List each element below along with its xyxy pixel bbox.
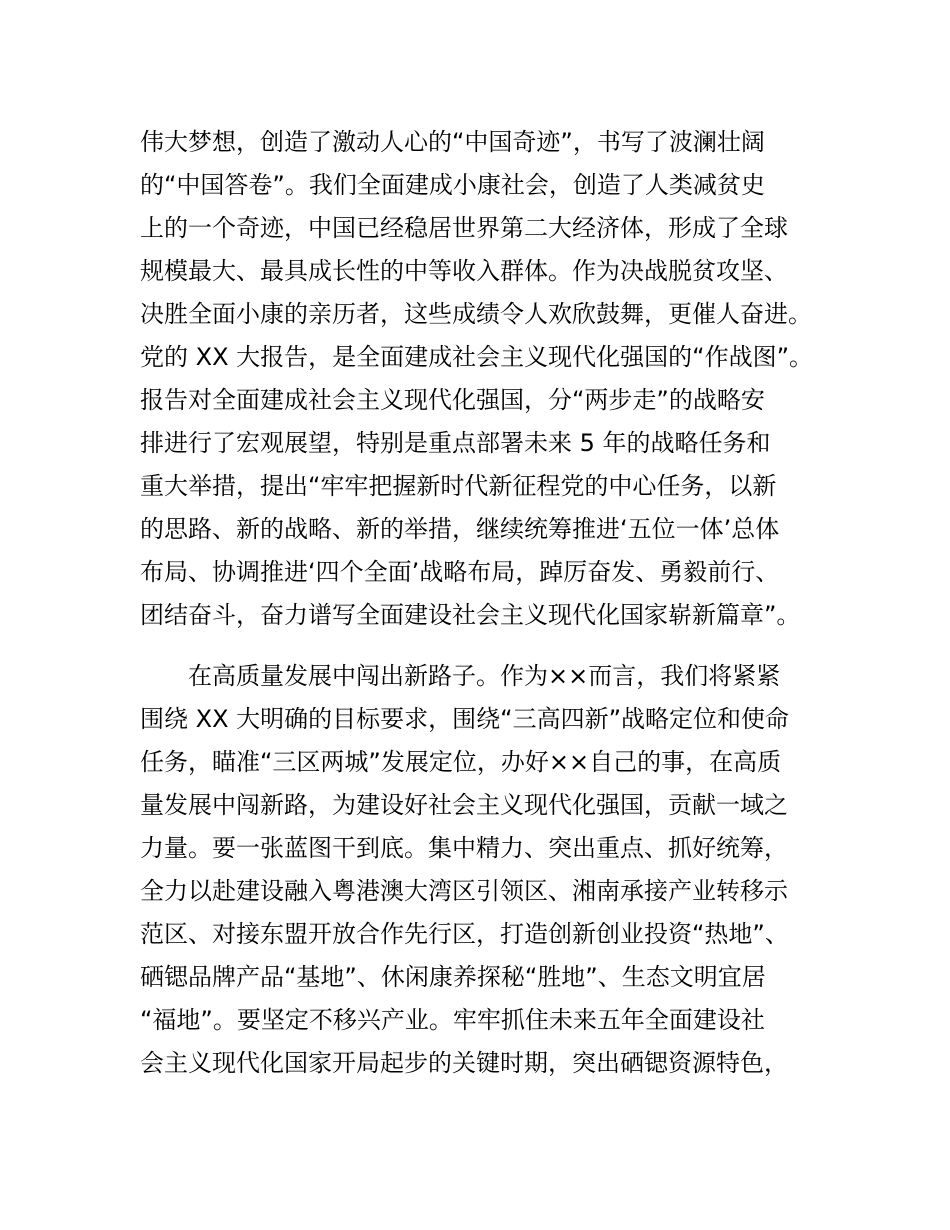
paragraph-1-line-7: 报告对全面建成社会主义现代化强国，分“两步走”的战略安 <box>140 386 765 414</box>
paragraph-2-line-5: 力量。要一张蓝图干到底。集中精力、突出重点、抓好统筹， <box>140 834 788 862</box>
paragraph-1-line-11: 布局、协调推进‘四个全面’战略布局，踔厉奋发、勇毅前行、 <box>140 558 780 586</box>
paragraph-1-line-5: 决胜全面小康的亲历者，这些成绩令人欢欣鼓舞，更催人奋进。 <box>140 300 812 328</box>
paragraph-1-line-1: 伟大梦想，创造了激动人心的“中国奇迹”，书写了波澜壮阔 <box>140 128 765 156</box>
paragraph-1-line-12: 团结奋斗，奋力谱写全面建设社会主义现代化国家崭新篇章”。 <box>140 601 801 629</box>
paragraph-1-line-3: 上的一个奇迹，中国已经稳居世界第二大经济体，形成了全球 <box>140 214 788 242</box>
paragraph-1-line-9: 重大举措，提出“牢牢把握新时代新征程党的中心任务，以新 <box>140 472 777 500</box>
paragraph-1-line-8: 排进行了宏观展望，特别是重点部署未来 5 年的战略任务和 <box>140 429 771 457</box>
paragraph-1-line-6: 党的 XX 大报告，是全面建成社会主义现代化强国的“作战图”。 <box>140 343 814 371</box>
paragraph-2-line-4: 量发展中闯新路，为建设好社会主义现代化强国，贡献一域之 <box>140 791 788 819</box>
paragraph-2-line-10: 会主义现代化国家开局起步的关键时期，突出硒锶资源特色， <box>140 1049 788 1077</box>
paragraph-1-line-2: 的“中国答卷”。我们全面建成小康社会，创造了人类减贫史 <box>140 171 765 199</box>
paragraph-2-line-3: 任务，瞄准“三区两城”发展定位，办好××自己的事，在高质 <box>140 748 782 776</box>
paragraph-1-line-10: 的思路、新的战略、新的举措，继续统筹推进‘五位一体’总体 <box>140 515 780 543</box>
paragraph-2-line-2: 围绕 XX 大明确的目标要求，围绕“三高四新”战略定位和使命 <box>140 705 790 733</box>
paragraph-2-line-7: 范区、对接东盟开放合作先行区，打造创新创业投资“热地”、 <box>140 920 789 948</box>
paragraph-2-line-8: 硒锶品牌产品“基地”、休闲康养探秘“胜地”、生态文明宜居 <box>140 963 766 991</box>
paragraph-2-line-1: 在高质量发展中闯出新路子。作为××而言，我们将紧紧 <box>188 662 781 690</box>
paragraph-2-line-9: “福地”。要坚定不移兴产业。牢牢抓住未来五年全面建设社 <box>140 1006 765 1034</box>
paragraph-1-line-4: 规模最大、最具成长性的中等收入群体。作为决战脱贫攻坚、 <box>140 257 788 285</box>
paragraph-2-line-6: 全力以赴建设融入粤港澳大湾区引领区、湘南承接产业转移示 <box>140 877 788 905</box>
